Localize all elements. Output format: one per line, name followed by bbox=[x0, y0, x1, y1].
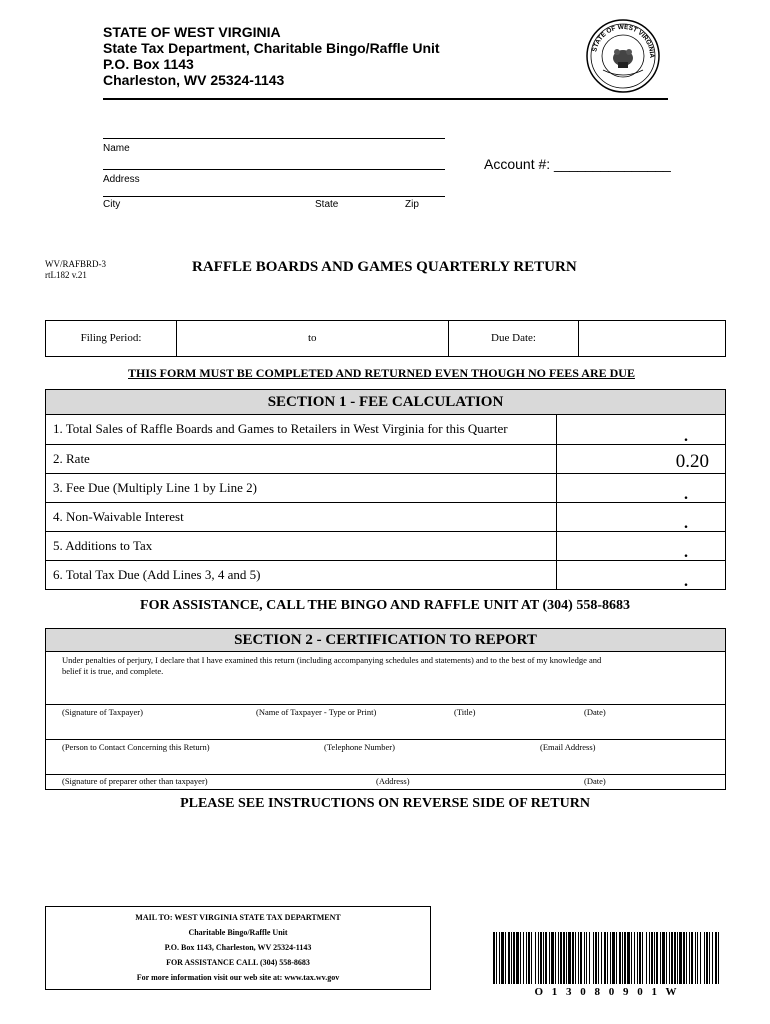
state-label: State bbox=[315, 199, 339, 210]
barcode-number: O 1 3 0 8 0 9 0 1 W bbox=[534, 986, 680, 998]
assistance-notice: FOR ASSISTANCE, CALL THE BINGO AND RAFFLE UNIT AT (304) 558-8683 bbox=[140, 598, 630, 613]
barcode-bar bbox=[508, 932, 510, 984]
barcode-bar bbox=[580, 932, 582, 984]
mail-to-line: MAIL TO: WEST VIRGINIA STATE TAX DEPARTMENT bbox=[135, 913, 341, 922]
filing-period-end-input[interactable] bbox=[324, 321, 448, 356]
fee-line-5-label: 5. Additions to Tax bbox=[53, 538, 153, 553]
address-label: Address bbox=[103, 174, 140, 185]
barcode-bar bbox=[584, 932, 585, 984]
due-date-input[interactable] bbox=[578, 321, 725, 356]
fee-line-1-label: 1. Total Sales of Raffle Boards and Games to Retailers in West Virginia for this Quarter bbox=[53, 421, 508, 436]
barcode-bar bbox=[634, 932, 635, 984]
barcode-bar bbox=[637, 932, 638, 984]
svg-text:STATE OF WEST VIRGINIA: STATE OF WEST VIRGINIA bbox=[591, 23, 656, 59]
account-number-field[interactable]: Account #: _______________ bbox=[484, 156, 671, 172]
barcode-bar bbox=[543, 932, 544, 984]
preparer-row-divider bbox=[46, 774, 725, 775]
zip-label: Zip bbox=[405, 199, 419, 210]
barcode-bar bbox=[669, 932, 670, 984]
barcode-bar bbox=[671, 932, 673, 984]
fee-line-1-value: . bbox=[684, 428, 688, 445]
barcode-bar bbox=[558, 932, 559, 984]
section-1-title: SECTION 1 - FEE CALCULATION bbox=[46, 390, 725, 415]
barcode-bar bbox=[523, 932, 524, 984]
form-version: rtL182 v.21 bbox=[45, 270, 87, 280]
barcode-bar bbox=[568, 932, 571, 984]
fee-line-5 bbox=[46, 532, 725, 561]
agency-name: STATE OF WEST VIRGINIA bbox=[103, 24, 281, 40]
barcode-bar bbox=[656, 932, 658, 984]
barcode-bar bbox=[706, 932, 708, 984]
barcode-bar bbox=[598, 932, 599, 984]
address-field-line[interactable] bbox=[103, 169, 445, 170]
barcode-bar bbox=[563, 932, 565, 984]
perjury-declaration: Under penalties of perjury, I declare that I have examined this return (including accompanying schedules and statements) and to the best of my knowledge and belief it is true, and complete. bbox=[62, 655, 602, 676]
barcode-bar bbox=[496, 932, 497, 984]
barcode-bar bbox=[516, 932, 519, 984]
barcode-bar bbox=[540, 932, 542, 984]
barcode-bar bbox=[642, 932, 643, 984]
section-1-fee-calculation bbox=[45, 389, 726, 590]
barcode-bar bbox=[511, 932, 512, 984]
barcode-bar bbox=[505, 932, 506, 984]
fee-line-2-label: 2. Rate bbox=[53, 451, 90, 466]
barcode-bar bbox=[555, 932, 556, 984]
barcode-bar bbox=[651, 932, 653, 984]
filing-period-table bbox=[45, 320, 726, 357]
fee-line-6 bbox=[46, 561, 725, 589]
mailing-address-box bbox=[45, 906, 431, 990]
barcode-bar bbox=[654, 932, 655, 984]
fee-line-4 bbox=[46, 503, 725, 532]
barcode-bar bbox=[493, 932, 495, 984]
due-date-label: Due Date: bbox=[448, 321, 579, 356]
barcode-bar bbox=[595, 932, 597, 984]
fee-line-6-amount-input[interactable] bbox=[556, 561, 725, 589]
fee-line-6-value: . bbox=[684, 573, 688, 590]
barcode-bar bbox=[622, 932, 623, 984]
barcode-bar bbox=[712, 932, 713, 984]
barcode-bar bbox=[619, 932, 621, 984]
fee-line-3-value: . bbox=[684, 486, 688, 503]
completion-notice: THIS FORM MUST BE COMPLETED AND RETURNED EVEN THOUGH NO FEES ARE DUE bbox=[128, 366, 635, 380]
barcode-bar bbox=[679, 932, 682, 984]
city-label: City bbox=[103, 199, 121, 210]
barcode-bar bbox=[697, 932, 698, 984]
section-2-certification bbox=[45, 628, 726, 790]
barcode bbox=[493, 932, 721, 984]
fee-line-4-value: . bbox=[684, 515, 688, 532]
period-to-label: to bbox=[308, 332, 317, 344]
fee-line-2 bbox=[46, 445, 725, 474]
state-seal-icon bbox=[585, 18, 661, 94]
barcode-bar bbox=[575, 932, 576, 984]
barcode-bar bbox=[610, 932, 611, 984]
fee-line-1-amount-input[interactable] bbox=[556, 415, 725, 444]
barcode-bar bbox=[715, 932, 717, 984]
fee-line-3-amount-input[interactable] bbox=[556, 474, 725, 502]
barcode-bar bbox=[660, 932, 661, 984]
agency-unit: State Tax Department, Charitable Bingo/Raffle Unit bbox=[103, 40, 440, 56]
city-state-zip-line[interactable] bbox=[103, 196, 445, 197]
barcode-bar bbox=[501, 932, 504, 984]
instructions-notice: PLEASE SEE INSTRUCTIONS ON REVERSE SIDE OF RETURN bbox=[180, 796, 590, 811]
filing-period-label: Filing Period: bbox=[46, 321, 177, 356]
mail-phone-line: FOR ASSISTANCE CALL (304) 558-8683 bbox=[166, 958, 310, 967]
contact-person-label: (Person to Contact Concerning this Return) bbox=[62, 742, 210, 752]
barcode-bar bbox=[526, 932, 527, 984]
barcode-bar bbox=[700, 932, 701, 984]
form-code: WV/RAFBRD-3 bbox=[45, 259, 107, 269]
barcode-bar bbox=[718, 932, 719, 984]
telephone-label: (Telephone Number) bbox=[324, 742, 395, 752]
name-of-taxpayer-label: (Name of Taxpayer - Type or Print) bbox=[256, 707, 377, 717]
barcode-bar bbox=[560, 932, 562, 984]
fee-line-2-amount-input[interactable] bbox=[556, 445, 725, 473]
fee-line-5-amount-input[interactable] bbox=[556, 532, 725, 560]
barcode-bar bbox=[538, 932, 539, 984]
barcode-bar bbox=[520, 932, 521, 984]
barcode-bar bbox=[674, 932, 676, 984]
agency-pobox: P.O. Box 1143 bbox=[103, 56, 194, 72]
fee-line-4-amount-input[interactable] bbox=[556, 503, 725, 531]
barcode-bar bbox=[631, 932, 632, 984]
barcode-bar bbox=[551, 932, 554, 984]
name-field-line[interactable] bbox=[103, 138, 445, 139]
fee-line-5-value: . bbox=[684, 544, 688, 561]
fee-line-6-label: 6. Total Tax Due (Add Lines 3, 4 and 5) bbox=[53, 567, 261, 582]
barcode-bar bbox=[545, 932, 547, 984]
barcode-bar bbox=[499, 932, 500, 984]
barcode-bar bbox=[683, 932, 685, 984]
mail-website-line: For more information visit our web site at: www.tax.wv.gov bbox=[136, 973, 340, 982]
agency-city: Charleston, WV 25324-1143 bbox=[103, 72, 285, 88]
barcode-bar bbox=[607, 932, 608, 984]
barcode-bar bbox=[604, 932, 606, 984]
barcode-bar bbox=[695, 932, 696, 984]
barcode-bar bbox=[704, 932, 705, 984]
fee-line-3 bbox=[46, 474, 725, 503]
barcode-bar bbox=[535, 932, 536, 984]
fee-line-2-value: 0.20 bbox=[675, 451, 709, 472]
barcode-bar bbox=[586, 932, 587, 984]
barcode-bar bbox=[662, 932, 665, 984]
filing-period-start-input[interactable] bbox=[177, 321, 313, 356]
barcode-bar bbox=[528, 932, 530, 984]
barcode-bar bbox=[686, 932, 687, 984]
barcode-bar bbox=[646, 932, 647, 984]
barcode-bar bbox=[589, 932, 590, 984]
title-label: (Title) bbox=[454, 707, 476, 717]
barcode-bar bbox=[572, 932, 574, 984]
barcode-bar bbox=[612, 932, 615, 984]
barcode-bar bbox=[616, 932, 617, 984]
barcode-bar bbox=[513, 932, 515, 984]
barcode-bar bbox=[677, 932, 678, 984]
header-divider bbox=[103, 98, 668, 100]
taxpayer-signature-field[interactable] bbox=[46, 704, 725, 738]
barcode-bar bbox=[578, 932, 579, 984]
barcode-bar bbox=[531, 932, 532, 984]
date-label: (Date) bbox=[584, 707, 606, 717]
section-2-title: SECTION 2 - CERTIFICATION TO REPORT bbox=[46, 629, 725, 652]
barcode-bar bbox=[627, 932, 630, 984]
barcode-bar bbox=[624, 932, 626, 984]
barcode-bar bbox=[709, 932, 710, 984]
barcode-bar bbox=[691, 932, 693, 984]
form-title: RAFFLE BOARDS AND GAMES QUARTERLY RETURN bbox=[192, 259, 577, 275]
preparer-signature-label: (Signature of preparer other than taxpayer) bbox=[62, 776, 208, 786]
barcode-bar bbox=[566, 932, 567, 984]
barcode-bar bbox=[639, 932, 641, 984]
fee-line-3-label: 3. Fee Due (Multiply Line 1 by Line 2) bbox=[53, 480, 257, 495]
barcode-bar bbox=[593, 932, 594, 984]
barcode-bar bbox=[649, 932, 650, 984]
barcode-bar bbox=[689, 932, 690, 984]
name-label: Name bbox=[103, 143, 130, 154]
barcode-bar bbox=[666, 932, 667, 984]
fee-line-4-label: 4. Non-Waivable Interest bbox=[53, 509, 184, 524]
barcode-bar bbox=[601, 932, 602, 984]
preparer-date-label: (Date) bbox=[584, 776, 606, 786]
email-label: (Email Address) bbox=[540, 742, 596, 752]
preparer-address-label: (Address) bbox=[376, 776, 410, 786]
mail-address-line: P.O. Box 1143, Charleston, WV 25324-1143 bbox=[164, 943, 312, 952]
mail-unit-line: Charitable Bingo/Raffle Unit bbox=[188, 928, 288, 937]
fee-line-1 bbox=[46, 415, 725, 445]
barcode-bar bbox=[549, 932, 550, 984]
signature-of-taxpayer-label: (Signature of Taxpayer) bbox=[62, 707, 143, 717]
